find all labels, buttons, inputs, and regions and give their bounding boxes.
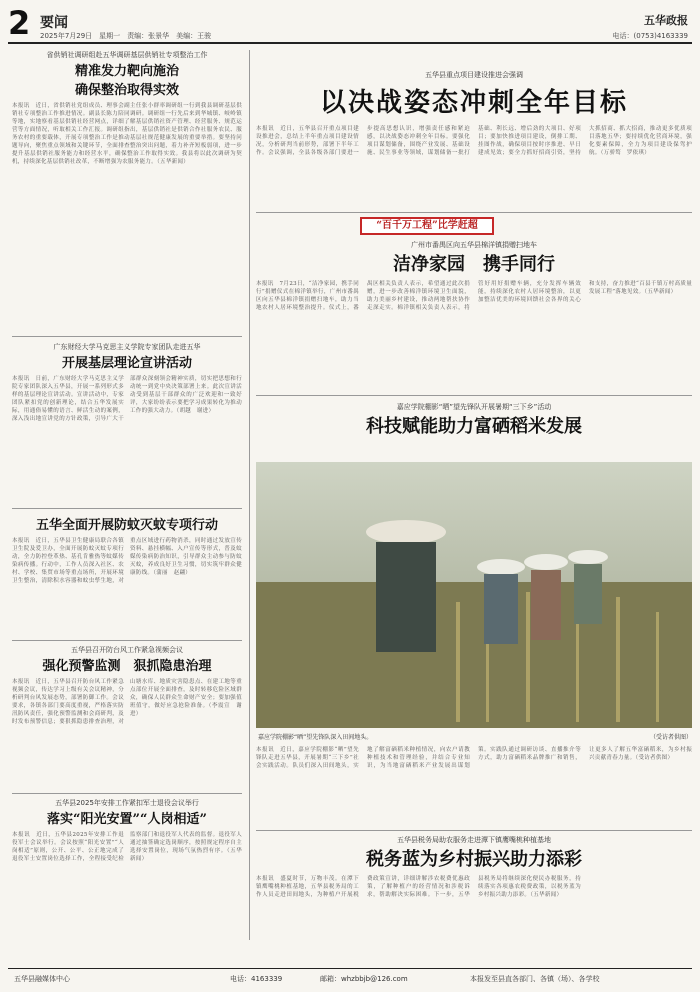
divider (12, 336, 242, 337)
rice-field-photo (256, 462, 692, 728)
footer-email: 邮箱：whzbbjb@126.com (320, 975, 408, 983)
contact-line: 电话：(0753)4163339 (612, 32, 688, 40)
footer-phone: 电话：4163339 (230, 975, 283, 983)
article-supply-coop: 省供销社调研组赴五华调研基层供销社专项整治工作 精准发力靶向施治 确保整治取得实效 本报讯 近日，省供销社党组成员、理事会副主任张小群率调研组一行到我县调研基层供销社专项整治工作推进情况。副县长陈力陪同调研。调研组一行先后来到华城镇、岐岭镇等地，实地察看基层供销社经营网点，详细了解基层供销社资产管理、经营服务、规范运营等方面情况，听取相关工作汇报。调研组指出，基层供销社是供销合作社服务农民、服务农村的重要载体，开展专项整治工作是推动基层社规范健康发展的重要举措。要坚持问题导向，聚焦重点领域和关键环节，全面排查整治突出问题，着力补齐短板弱项，进一步提升基层供销社服务能力和经营水平，确保整治工作取得实效。我县将以此次调研为契机，持续深化基层供销社改革，不断增强为农服务能力。（五华新闻） (12, 50, 242, 317)
article-body: 本报讯 7月23日，“洁净家园，携手同行”捐赠仪式在棉洋镇举行，广州市番禺区向五华县棉洋镇捐赠扫地车，助力当地农村人居环境整治提升。仪式上，番禺区相关负责人表示，希望通过此次捐赠，进一步改善棉洋镇环境卫生面貌，助力美丽乡村建设，推动两地帮扶协作走深走实。棉洋镇相关负责人表示，将管好用好捐赠车辆，充分发挥车辆效能，持续深化农村人居环境整治，以更加整洁优美的环境回馈社会各界的关心和支持，奋力推进“百县千镇万村高质量发展工程”落地见效。（五华新闻） (256, 281, 692, 311)
article-typhoon-meeting: 五华县召开防台风工作紧急视频会议 强化预警监测 狠抓隐患治理 本报讯 近日，五华县召开防台风工作紧急视频会议，传达学习上级有关会议精神，分析研判台风发展态势，部署防御工作。会议要求，各镇各部门要高度重视，严格落实防汛防风责任，强化预警监测和会商研判，及时发布预警信息；要狠抓隐患排查治理，对山塘水库、地质灾害隐患点、在建工地等重点部位开展全面排查，及时转移危险区域群众，确保人民群众生命财产安全；要加强值班值守，做好应急抢险准备。（李震宣 谢进） (12, 645, 242, 788)
footer-publisher: 五华县融媒体中心 (14, 975, 70, 983)
article-body: 本报讯 近日，五华县召开防台风工作紧急视频会议，传达学习上级有关会议精神，分析研判台风发展态势，部署防御工作。会议要求，各镇各部门要高度重视，严格落实防汛防风责任，强化预警监测和会商研判，及时发布预警信息；要狠抓隐患排查治理，对山塘水库、地质灾害隐患点、在建工地等重点部位开展全面排查，及时转移危险区域群众，确保人民群众生命财产安全；要加强值班值守，做好应急抢险准备。（李震宣 谢进） (12, 679, 242, 725)
campaign-tag: “百千万工程”比学赶超 (360, 217, 494, 235)
photo-image (256, 462, 692, 728)
divider (12, 508, 242, 509)
article-body: 本报讯 近日，省供销社党组成员、理事会副主任张小群率调研组一行到我县调研基层供销社专项整治工作推进情况。副县长陈力陪同调研。调研组一行先后来到华城镇、岐岭镇等地，实地察看基层供销社经营网点，详细了解基层供销社资产管理、经营服务、规范运营等方面情况，听取相关工作汇报。调研组指出，基层供销社是供销合作社服务农民、服务农村的重要载体，开展专项整治工作是推动基层社规范健康发展的重要举措。要坚持问题导向，聚焦重点领域和关键环节，全面排查整治突出问题，着力补齐短板弱项，进一步提升基层供销社服务能力和经营水平，确保整治工作取得实效。我县将以此次调研为契机，持续深化基层供销社改革，不断增强为农服务能力。（五华新闻） (12, 103, 242, 165)
article-veteran-placement: 五华县2025年安排工作紧扣军士退役会议举行 落实“阳光安置”“人岗相适” 本报讯 近日，五华县2025年安排工作退役军士会议举行。会议按照“阳光安置”“人岗相适”原则，公开、公平、公正地完成了退役军士安置岗位选择工作，全程接受纪检监察部门和退役军人代表的监督。退役军人通过抽签确定选岗顺序，按照规定程序自主选择安置岗位，现场气氛热烈有序。（五华新闻） (12, 798, 242, 927)
column-divider (249, 50, 250, 940)
article-body: 本报讯 近日，嘉应学院棚影“晒”望先锋队走进五华县，开展暑期“三下乡”社会实践活动。队员们深入田间地头，实地了解富硒稻米种植情况，向农户请教种植技术和管理经验，并结合专业知识，为当地富硒稻米产业发展出谋划策。实践队通过调研访谈、直播推介等方式，助力富硒稻米品牌推广和销售，让更多人了解五华富硒稻米，为乡村振兴贡献青春力量。（受访者供图） (256, 747, 692, 769)
section-title: 要闻 (40, 15, 68, 31)
article-body: 本报讯 近日，五华县召开重点项目建设推进会，总结上半年重点项目建设情况，分析研判当前形势，部署下半年工作。会议强调，全县各级各部门要进一步提高思想认识，增强责任感和紧迫感，以决战姿态冲刺全年目标。要强化项目谋划储备，围绕产业发展、基础设施、民生事业等领域，谋划储备一批打基础、利长远、增后劲的大项目、好项目；要加快推进项目建设，倒排工期、挂图作战，确保项目按时序推进、早日建成见效；要全力抓好招商引资，坚持大抓招商、抓大招商，推动更多优质项目落地五华；要持续优化营商环境，强化要素保障，全力为项目建设保驾护航。（万骄骜 罗依琪） (256, 126, 692, 156)
page-number: 2 (8, 4, 31, 42)
article-body: 本报讯 近日，五华县卫生健康局联合各镇卫生院及爱卫办，全面开展防蚊灭蚊专项行动，全力防控登革热、基孔肯雅热等蚊媒传染病传播。行动中，工作人员深入社区、农村、学校、集贸市场等重点场所，开展环境卫生整治，清除积水容器和蚊虫孳生地，对重点区域进行药物消杀，同时通过发放宣传资料、悬挂横幅、入户宣传等形式，普及蚊媒传染病防治知识，引导群众主动参与防蚊灭蚊，养成良好卫生习惯，切实筑牢群众健康防线。（蒲丽 赵翩） (12, 538, 242, 584)
article-body: 本报讯 日前，广东财经大学马克思主义学院专家团队深入五华县，开展一系列形式多样的基层理论宣讲活动。宣讲活动中，专家团队紧扣党的创新理论，结合五华发展实际，用通俗易懂的语言、鲜活生动的案例，深入浅出地宣讲党的方针政策，引导广大干部群众深刻领会精神实质，切实把思想和行动统一到党中央决策部署上来。此次宣讲活动受到基层干部群众的广泛欢迎和一致好评，大家纷纷表示要把学习成果转化为推动工作的强大动力。（胡越 谢进） (12, 376, 242, 422)
footer-distribution: 本报发至县直各部门、各镇（场）、各学校 (470, 975, 600, 983)
article-mosquito-control: 五华全面开展防蚊灭蚊专项行动 本报讯 近日，五华县卫生健康局联合各镇卫生院及爱卫办，全面开展防蚊灭蚊专项行动，全力防控登革热、基孔肯雅热等蚊媒传染病传播。行动中，工作人员深入社区、农村、学校、集贸市场等重点场所，开展环境卫生整治，清除积水容器和蚊虫孳生地，对重点区域进行药物消杀，同时通过发放宣传资料、悬挂横幅、入户宣传等形式，普及蚊媒传染病防治知识，引导群众主动参与防蚊灭蚊，养成良好卫生习惯，切实筑牢群众健康防线。（蒲丽 赵翩） (12, 514, 242, 647)
article-body: 本报讯 盛夏时节，万物丰茂。在潭下镇鹰嘴桃种植基地，五华县税务局的工作人员走进田间地头，为种植户开展税费政策宣讲，详细讲解涉农税费优惠政策，了解种植户的经营情况和涉税诉求，帮助解决实际困难。下一步，五华县税务局将继续深化便民办税服务，持续落实各项惠农税费政策，以税务蓝为乡村振兴助力添彩。（五华新闻） (256, 876, 581, 898)
article-tax-bureau: 五华县税务局助农服务走进潭下镇鹰嘴桃种植基地 税务蓝为乡村振兴助力添彩 本报讯 盛夏时节，万物丰茂。在潭下镇鹰嘴桃种植基地，五华县税务局的工作人员走进田间地头，为种植户开展税费政策宣讲，详细讲解涉农税费优惠政策，了解种植户的经营情况和涉税诉求，帮助解决实际困难。下一步，五华县税务局将继续深化便民办税服务，持续落实各项惠农税费政策，以税务蓝为乡村振兴助力添彩。（五华新闻） (256, 835, 692, 945)
article-selenium-rice: 嘉应学院棚影“晒”望先锋队开展暑期“三下乡”活动 科技赋能助力富硒稻米发展 (366, 403, 582, 437)
date-line: 2025年7月29日 星期一 责编：张景华 美编：王骏 (40, 32, 212, 40)
divider (256, 212, 692, 213)
article-theory-lectures: 广东财经大学马克思主义学院专家团队走进五华 开展基层理论宣讲活动 本报讯 日前，广东财经大学马克思主义学院专家团队深入五华县，开展一系列形式多样的基层理论宣讲活动。宣讲活动中，专家团队紧扣党的创新理论，结合五华发展实际，用通俗易懂的语言、鲜活生动的案例，深入浅出地宣讲党的方针政策，引导广大干部群众深刻领会精神实质，切实把思想和行动统一到党中央决策部署上来。此次宣讲活动受到基层干部群众的广泛欢迎和一致好评，大家纷纷表示要把学习成果转化为推动工作的强大动力。（胡越 谢进） (12, 342, 242, 505)
divider (12, 793, 242, 794)
divider (12, 640, 242, 641)
paper-name: 五华政报 (644, 14, 688, 27)
article-street-sweeper: 广州市番禺区向五华县棉洋镇捐赠扫地车 洁净家园 携手同行 本报讯 7月23日，“洁净家园，携手同行”捐赠仪式在棉洋镇举行，广州市番禺区向五华县棉洋镇捐赠扫地车，助力当地农村人居环境整治提升。仪式上，番禺区相关负责人表示，希望通过此次捐赠，进一步改善棉洋镇环境卫生面貌，助力美丽乡村建设，推动两地帮扶协作走深走实。棉洋镇相关负责人表示，将管好用好捐赠车辆，充分发挥车辆效能，持续深化农村人居环境整治，以更加整洁优美的环境回馈社会各界的关心和支持，奋力推进“百县千镇万村高质量发展工程”落地见效。（五华新闻） (256, 240, 692, 370)
article-key-projects: 五华县重点项目建设推进会强调 以决战姿态冲刺全年目标 本报讯 近日，五华县召开重点项目建设推进会，总结上半年重点项目建设情况，分析研判当前形势，部署下半年工作。会议强调，全县各级各部门要进一步提高思想认识，增强责任感和紧迫感，以决战姿态冲刺全年目标。要强化项目谋划储备，围绕产业发展、基础设施、民生事业等领域，谋划储备一批打基础、利长远、增后劲的大项目、好项目；要加快推进项目建设，倒排工期、挂图作战，确保项目按时序推进、早日建成见效；要全力抓好招商引资，坚持大抓招商、抓大招商，推动更多优质项目落地五华；要持续优化营商环境，强化要素保障，全力为项目建设保驾护航。（万骄骜 罗依琪） (256, 70, 692, 235)
footer-rule (8, 968, 692, 969)
photo-credit: （受访者供图） (649, 734, 692, 741)
divider (256, 830, 692, 831)
article-body: 本报讯 近日，五华县2025年安排工作退役军士会议举行。会议按照“阳光安置”“人岗相适”原则，公开、公平、公正地完成了退役军士安置岗位选择工作，全程接受纪检监察部门和退役军人代表的监督。退役军人通过抽签确定选岗顺序，按照规定程序自主选择安置岗位，现场气氛热烈有序。（五华新闻） (12, 832, 242, 862)
divider (256, 395, 692, 396)
header-rule (8, 42, 692, 44)
photo-caption: 嘉应学院棚影“晒”望先锋队深入田间地头。 (258, 734, 373, 741)
